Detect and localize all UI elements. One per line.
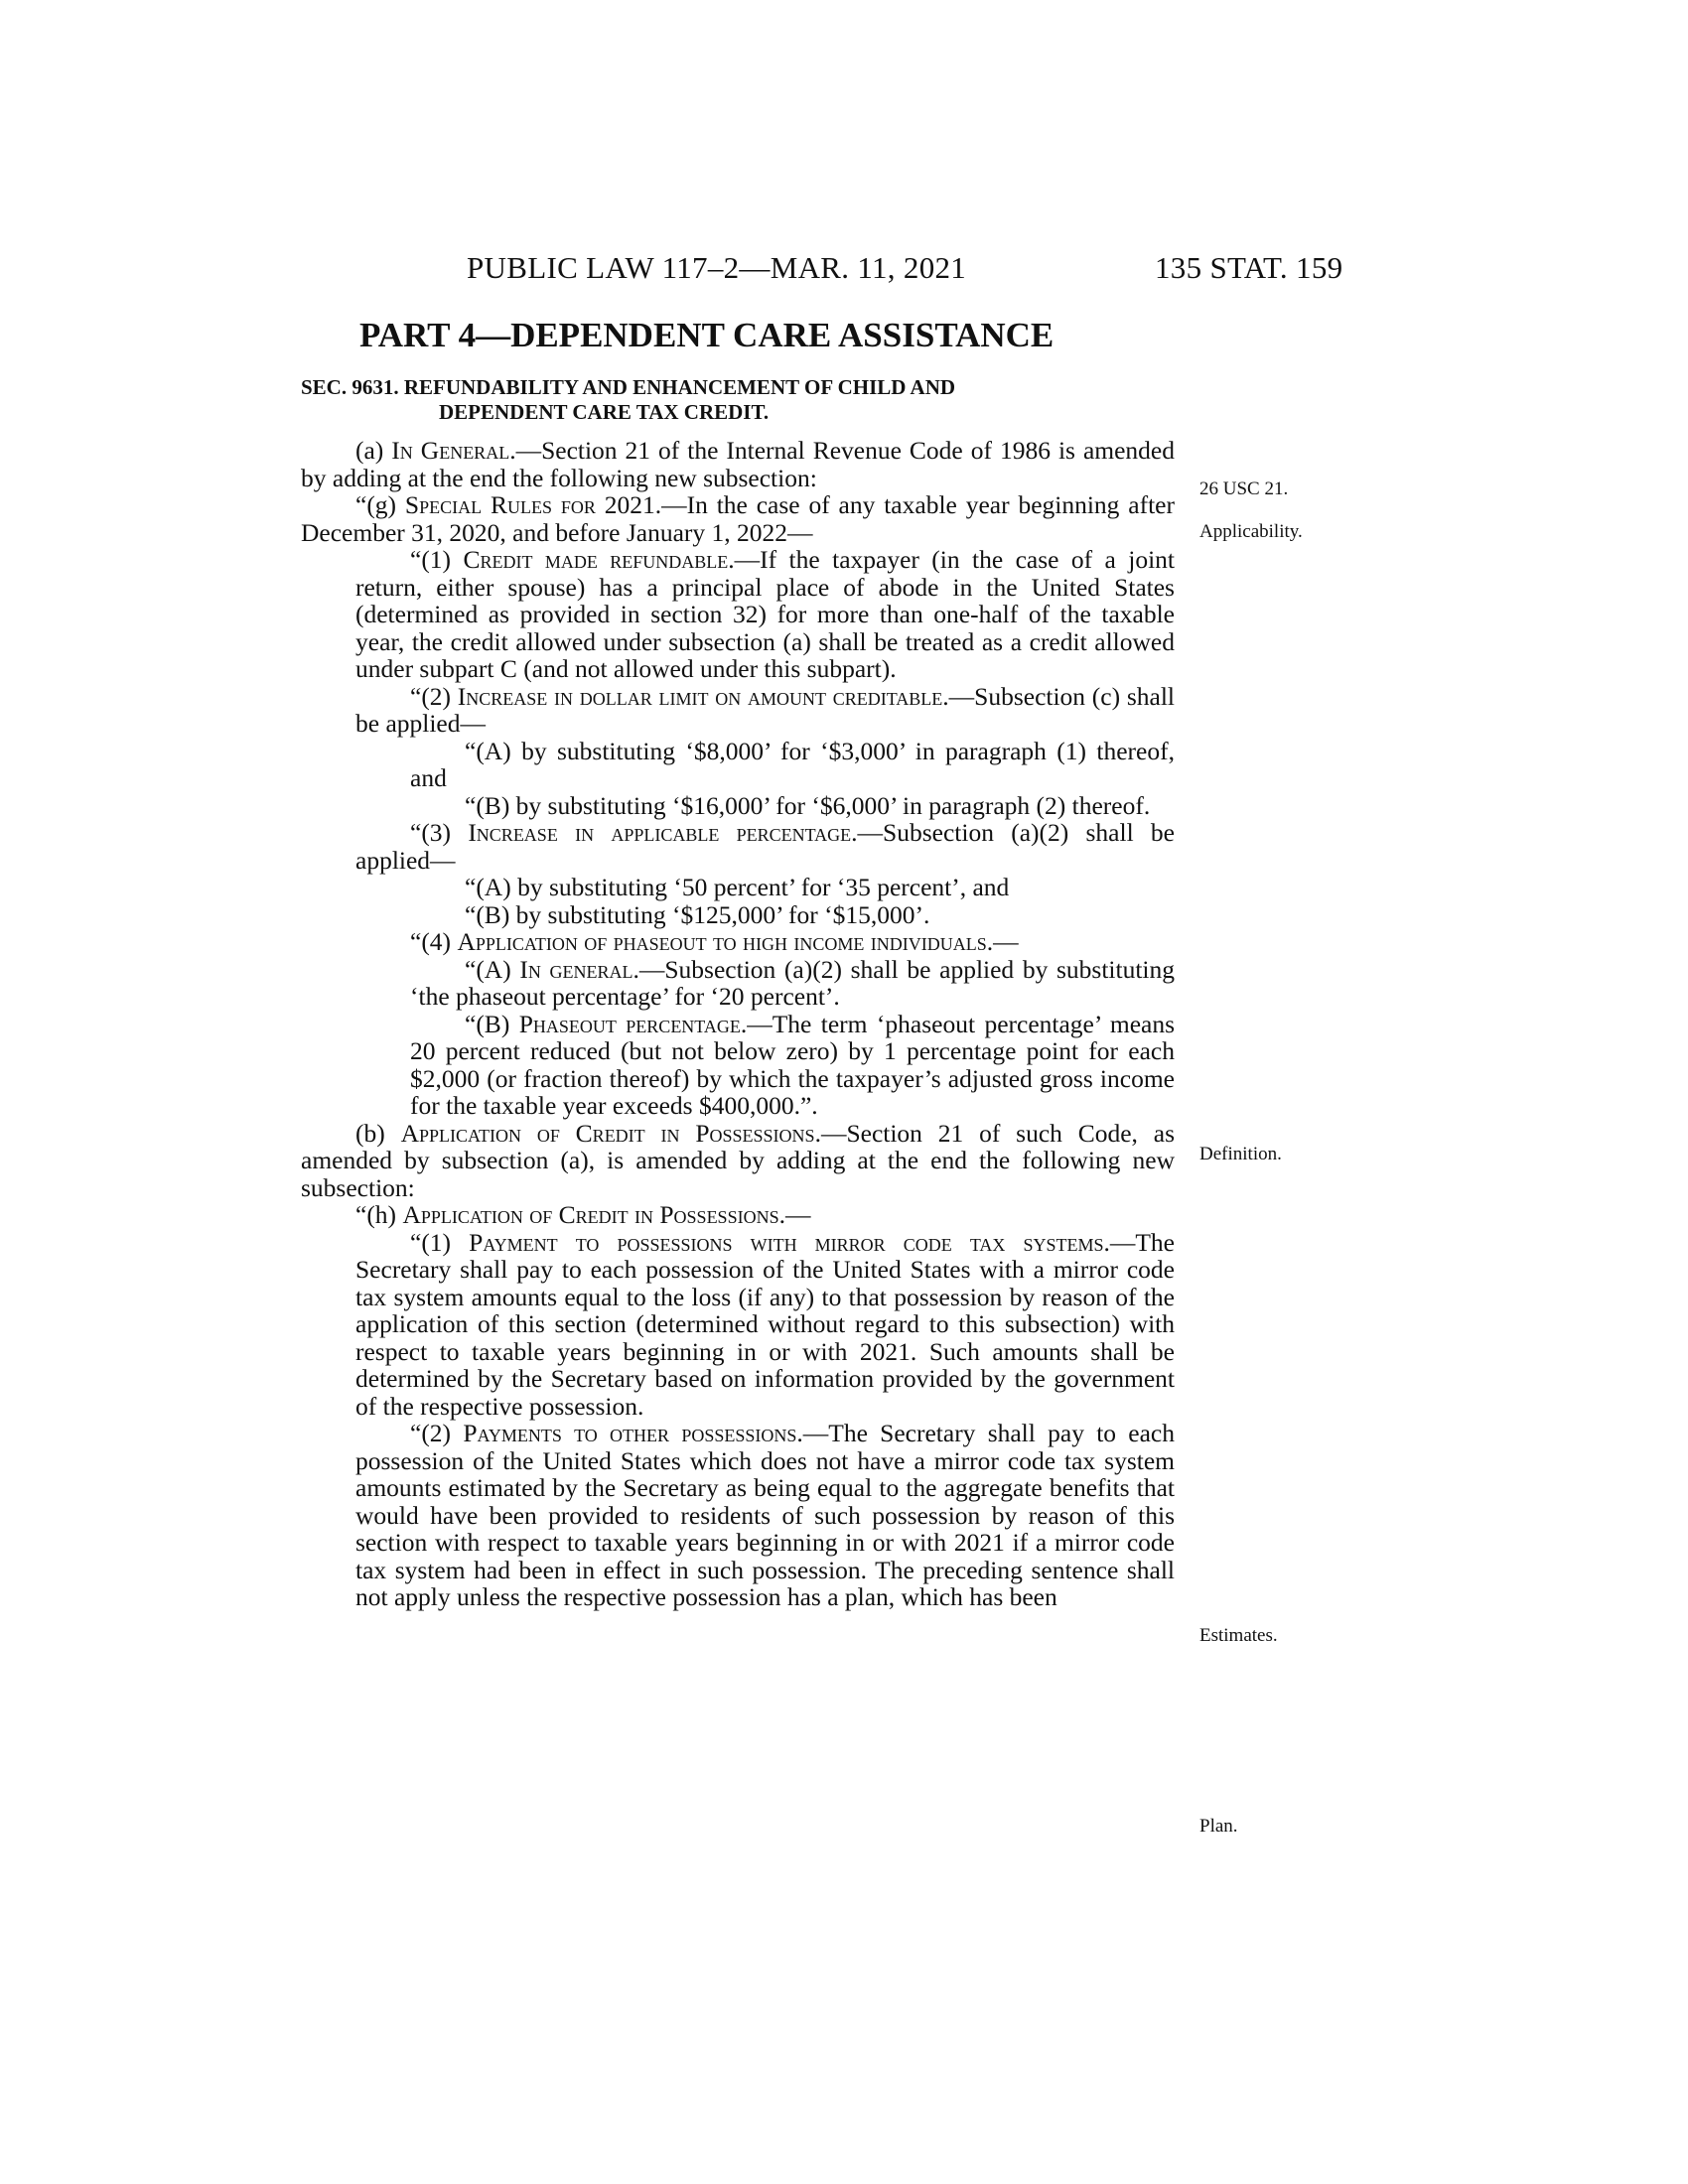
paragraph-h: “(h) Application of Credit in Possessions.— [355,1200,811,1229]
paragraph-g: “(g) Special Rules for 2021.—In the case of any taxable year beginning after December 31, 2020, and before January 1, 2022— [301,490,1175,547]
paragraph-b: (b) Application of Credit in Possessions.—Section 21 of such Code, as amended by subsection (a), is amended by adding at the end the following new subsection: [301,1118,1176,1202]
margin-note-definition: Definition. [1199,1144,1282,1164]
paragraph-g-4-A: “(A) In general.—Subsection (a)(2) shall be applied by substituting ‘the phaseout percentage’ for ‘20 percent’. [410,954,1175,1011]
paragraph-g-3-A: “(A) by substituting ‘50 percent’ for ‘35 percent’, and [465,873,1010,901]
paragraph-g-2-B: “(B) by substituting ‘$16,000’ for ‘$6,000’ in paragraph (2) thereof. [465,790,1151,820]
paragraph-a: (a) In General.—Section 21 of the Internal Revenue Code of 1986 is amended by adding at the end the following new subsection: [301,436,1175,492]
margin-note-plan: Plan. [1199,1816,1238,1837]
margin-note-applicability: Applicability. [1199,521,1303,542]
margin-note-estimates: Estimates. [1199,1625,1278,1646]
paragraph-g-1: “(1) Credit made refundable.—If the taxpayer (in the case of a joint return, either spouse) has a principal place of abode in the United States (determined as provided in section 32) for more than one-half of the taxable year, the credit allowed under subsection (a) shall be treated as a credit allowed under subpart C (and not allowed under this subpart). [355,545,1175,683]
section-heading-line-1: SEC. 9631. REFUNDABILITY AND ENHANCEMENT OF CHILD AND [301,375,956,399]
running-header-stat-page: 135 STAT. 159 [1155,250,1343,285]
part-title: PART 4—DEPENDENT CARE ASSISTANCE [359,316,1055,354]
paragraph-g-2-A: “(A) by substituting ‘$8,000’ for ‘$3,000’ in paragraph (1) thereof, and [410,736,1175,792]
paragraph-g-4-B: “(B) Phaseout percentage.—The term ‘phaseout percentage’ means 20 percent reduced (but not below zero) by 1 percentage point for each $2,000 (or fraction thereof) by which the taxpayer’s adjusted gross income for the taxable year exceeds $400,000.”. [410,1009,1175,1120]
paragraph-g-4: “(4) Application of phaseout to high income individuals.— [410,927,1019,956]
paragraph-g-3-B: “(B) by substituting ‘$125,000’ for ‘$15,000’. [465,899,930,929]
running-header-title: PUBLIC LAW 117–2—MAR. 11, 2021 [467,250,967,285]
paragraph-g-3: “(3) Increase in applicable percentage.—Subsection (a)(2) shall be applied— [355,818,1175,875]
section-heading [301,375,1175,425]
section-heading-line-2: DEPENDENT CARE TAX CREDIT. [439,400,770,424]
paragraph-g-2: “(2) Increase in dollar limit on amount creditable.—Subsection (c) shall be applied— [355,681,1175,738]
paragraph-h-1: “(1) Payment to possessions with mirror code tax systems.—The Secretary shall pay to each possession of the United States with a mirror code tax system amounts equal to the loss (if any) to that possession by reason of the application of this section (determined without regard to this subsection) with respect to taxable years beginning in or with 2021. Such amounts shall be determined by the Secretary based on information provided by the government of the respective possession. [355,1227,1176,1421]
section-body [301,437,1175,1611]
paragraph-h-2: “(2) Payments to other possessions.—The Secretary shall pay to each possession of the United States which does not have a mirror code tax system amounts estimated by the Secretary as being equal to the aggregate benefits that would have been provided to residents of such possession by reason of this section with respect to taxable years beginning in or with 2021 if a mirror code tax system had been in effect in such possession. The preceding sentence shall not apply unless the respective possession has a plan, which has been [355,1419,1176,1611]
margin-note-usc: 26 USC 21. [1199,478,1289,499]
